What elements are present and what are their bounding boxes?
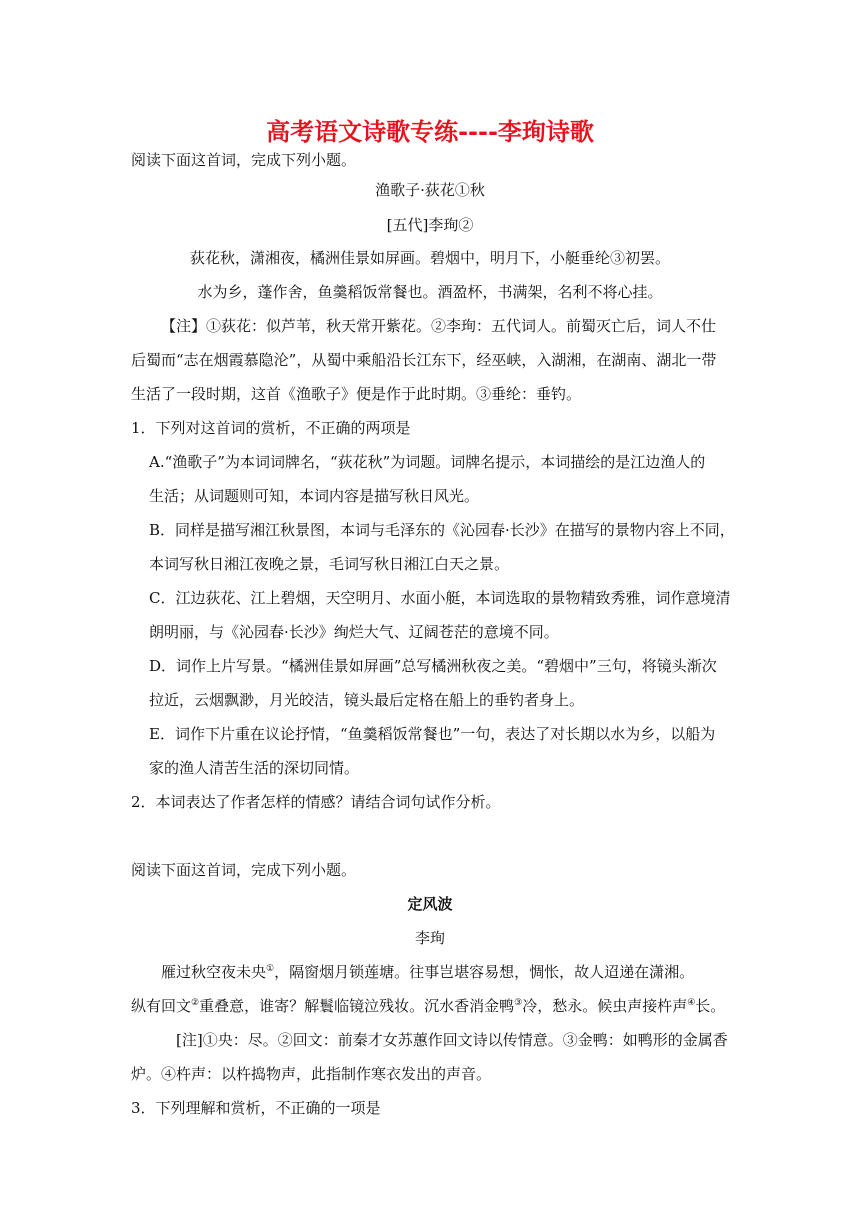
- option-e-line1: E．词作下片重在议论抒情，“鱼羹稻饭常餐也”一句，表达了对长期以水为乡，以船为: [149, 725, 716, 743]
- poem-text: 雁过秋空夜未央: [161, 963, 267, 981]
- footnote-marker: ④: [687, 998, 696, 1008]
- instruction-1: 阅读下面这首词，完成下列小题。: [131, 151, 357, 169]
- poem-text: 重叠意，谁寄？解鬟临镜泣残妆。沉水香消金鸭: [199, 997, 515, 1015]
- note-line: 后蜀而“志在烟霞慕隐沦”，从蜀中乘船沿长江东下，经巫峡，入湖湘，在湖南、湖北一带: [131, 351, 717, 369]
- note-line: 生活了一段时期，这首《渔歌子》便是作于此时期。③垂纶：垂钓。: [131, 385, 582, 403]
- note-line: 【注】①荻花：似芦苇，秋天常开紫花。②李珣：五代词人。前蜀灭亡后，词人不仕: [161, 317, 717, 335]
- option-c-line1: C．江边荻花、江上碧烟，天空明月、水面小艇，本词选取的景物精致秀雅，词作意境清: [149, 589, 731, 607]
- note-line: 炉。④杵声：以杵捣物声，此指制作寒衣发出的声音。: [131, 1065, 492, 1083]
- poem-author-1: [五代]李珣②: [386, 216, 474, 234]
- option-a-line2: 生活；从词题则可知，本词内容是描写秋日风光。: [149, 487, 480, 505]
- option-a-line1: A.“渔歌子”为本词词牌名，“荻花秋”为词题。词牌名提示，本词描绘的是江边渔人的: [149, 453, 706, 471]
- option-e-line2: 家的渔人清苦生活的深切同情。: [149, 759, 360, 777]
- page-title: 高考语文诗歌专练----李珣诗歌: [266, 118, 594, 146]
- poem2-line2: [131, 996, 725, 1016]
- option-c-line2: 朗明丽，与《沁园春·长沙》绚烂大气、辽阔苍茫的意境不同。: [149, 623, 559, 641]
- instruction-2: 阅读下面这首词，完成下列小题。: [131, 861, 357, 879]
- option-b-line1: B．同样是描写湘江秋景图，本词与毛泽东的《沁园春·长沙》在描写的景物内容上不同，: [149, 521, 735, 539]
- poem-title-2: 定风波: [407, 895, 453, 913]
- footnote-marker: ②: [191, 998, 200, 1008]
- poem-line: 水为乡，蓬作舍，鱼羹稻饭常餐也。酒盈杯，书满架，名利不将心挂。: [197, 283, 663, 301]
- poem-title-1: 渔歌子·荻花①秋: [375, 181, 485, 199]
- option-b-line2: 本词写秋日湘江夜晚之景，毛词写秋日湘江白天之景。: [149, 555, 510, 573]
- poem2-line1: [161, 962, 694, 982]
- poem-text: 冷，愁永。候虫声接杵声: [522, 997, 688, 1015]
- poem-line: 荻花秋，潇湘夜，橘洲佳景如屏画。碧烟中，明月下，小艇垂纶③初罢。: [189, 249, 670, 267]
- poem-author-2: 李珣: [414, 929, 445, 947]
- option-d-line1: D．词作上片写景。“橘洲佳景如屏画”总写橘洲秋夜之美。“碧烟中”三句，将镜头渐次: [149, 657, 717, 675]
- question-2: 2．本词表达了作者怎样的情感？请结合词句试作分析。: [131, 793, 501, 811]
- poem-text: 纵有回文: [131, 997, 192, 1015]
- poem-text: 长。: [695, 997, 726, 1015]
- footnote-marker: ①: [266, 964, 275, 974]
- question-3: 3．下列理解和赏析，不正确的一项是: [131, 1099, 381, 1117]
- question-1: 1．下列对这首词的赏析，不正确的两项是: [131, 419, 411, 437]
- poem-text: ，隔窗烟月锁莲塘。往事岂堪容易想，惆怅，故人迢递在潇湘。: [274, 963, 695, 981]
- note-line: [注]①央：尽。②回文：前秦才女苏蕙作回文诗以传情意。③金鸭：如鸭形的金属香: [176, 1031, 728, 1049]
- footnote-marker: ③: [514, 998, 523, 1008]
- option-d-line2: 拉近，云烟飘渺，月光皎洁，镜头最后定格在船上的垂钓者身上。: [149, 691, 585, 709]
